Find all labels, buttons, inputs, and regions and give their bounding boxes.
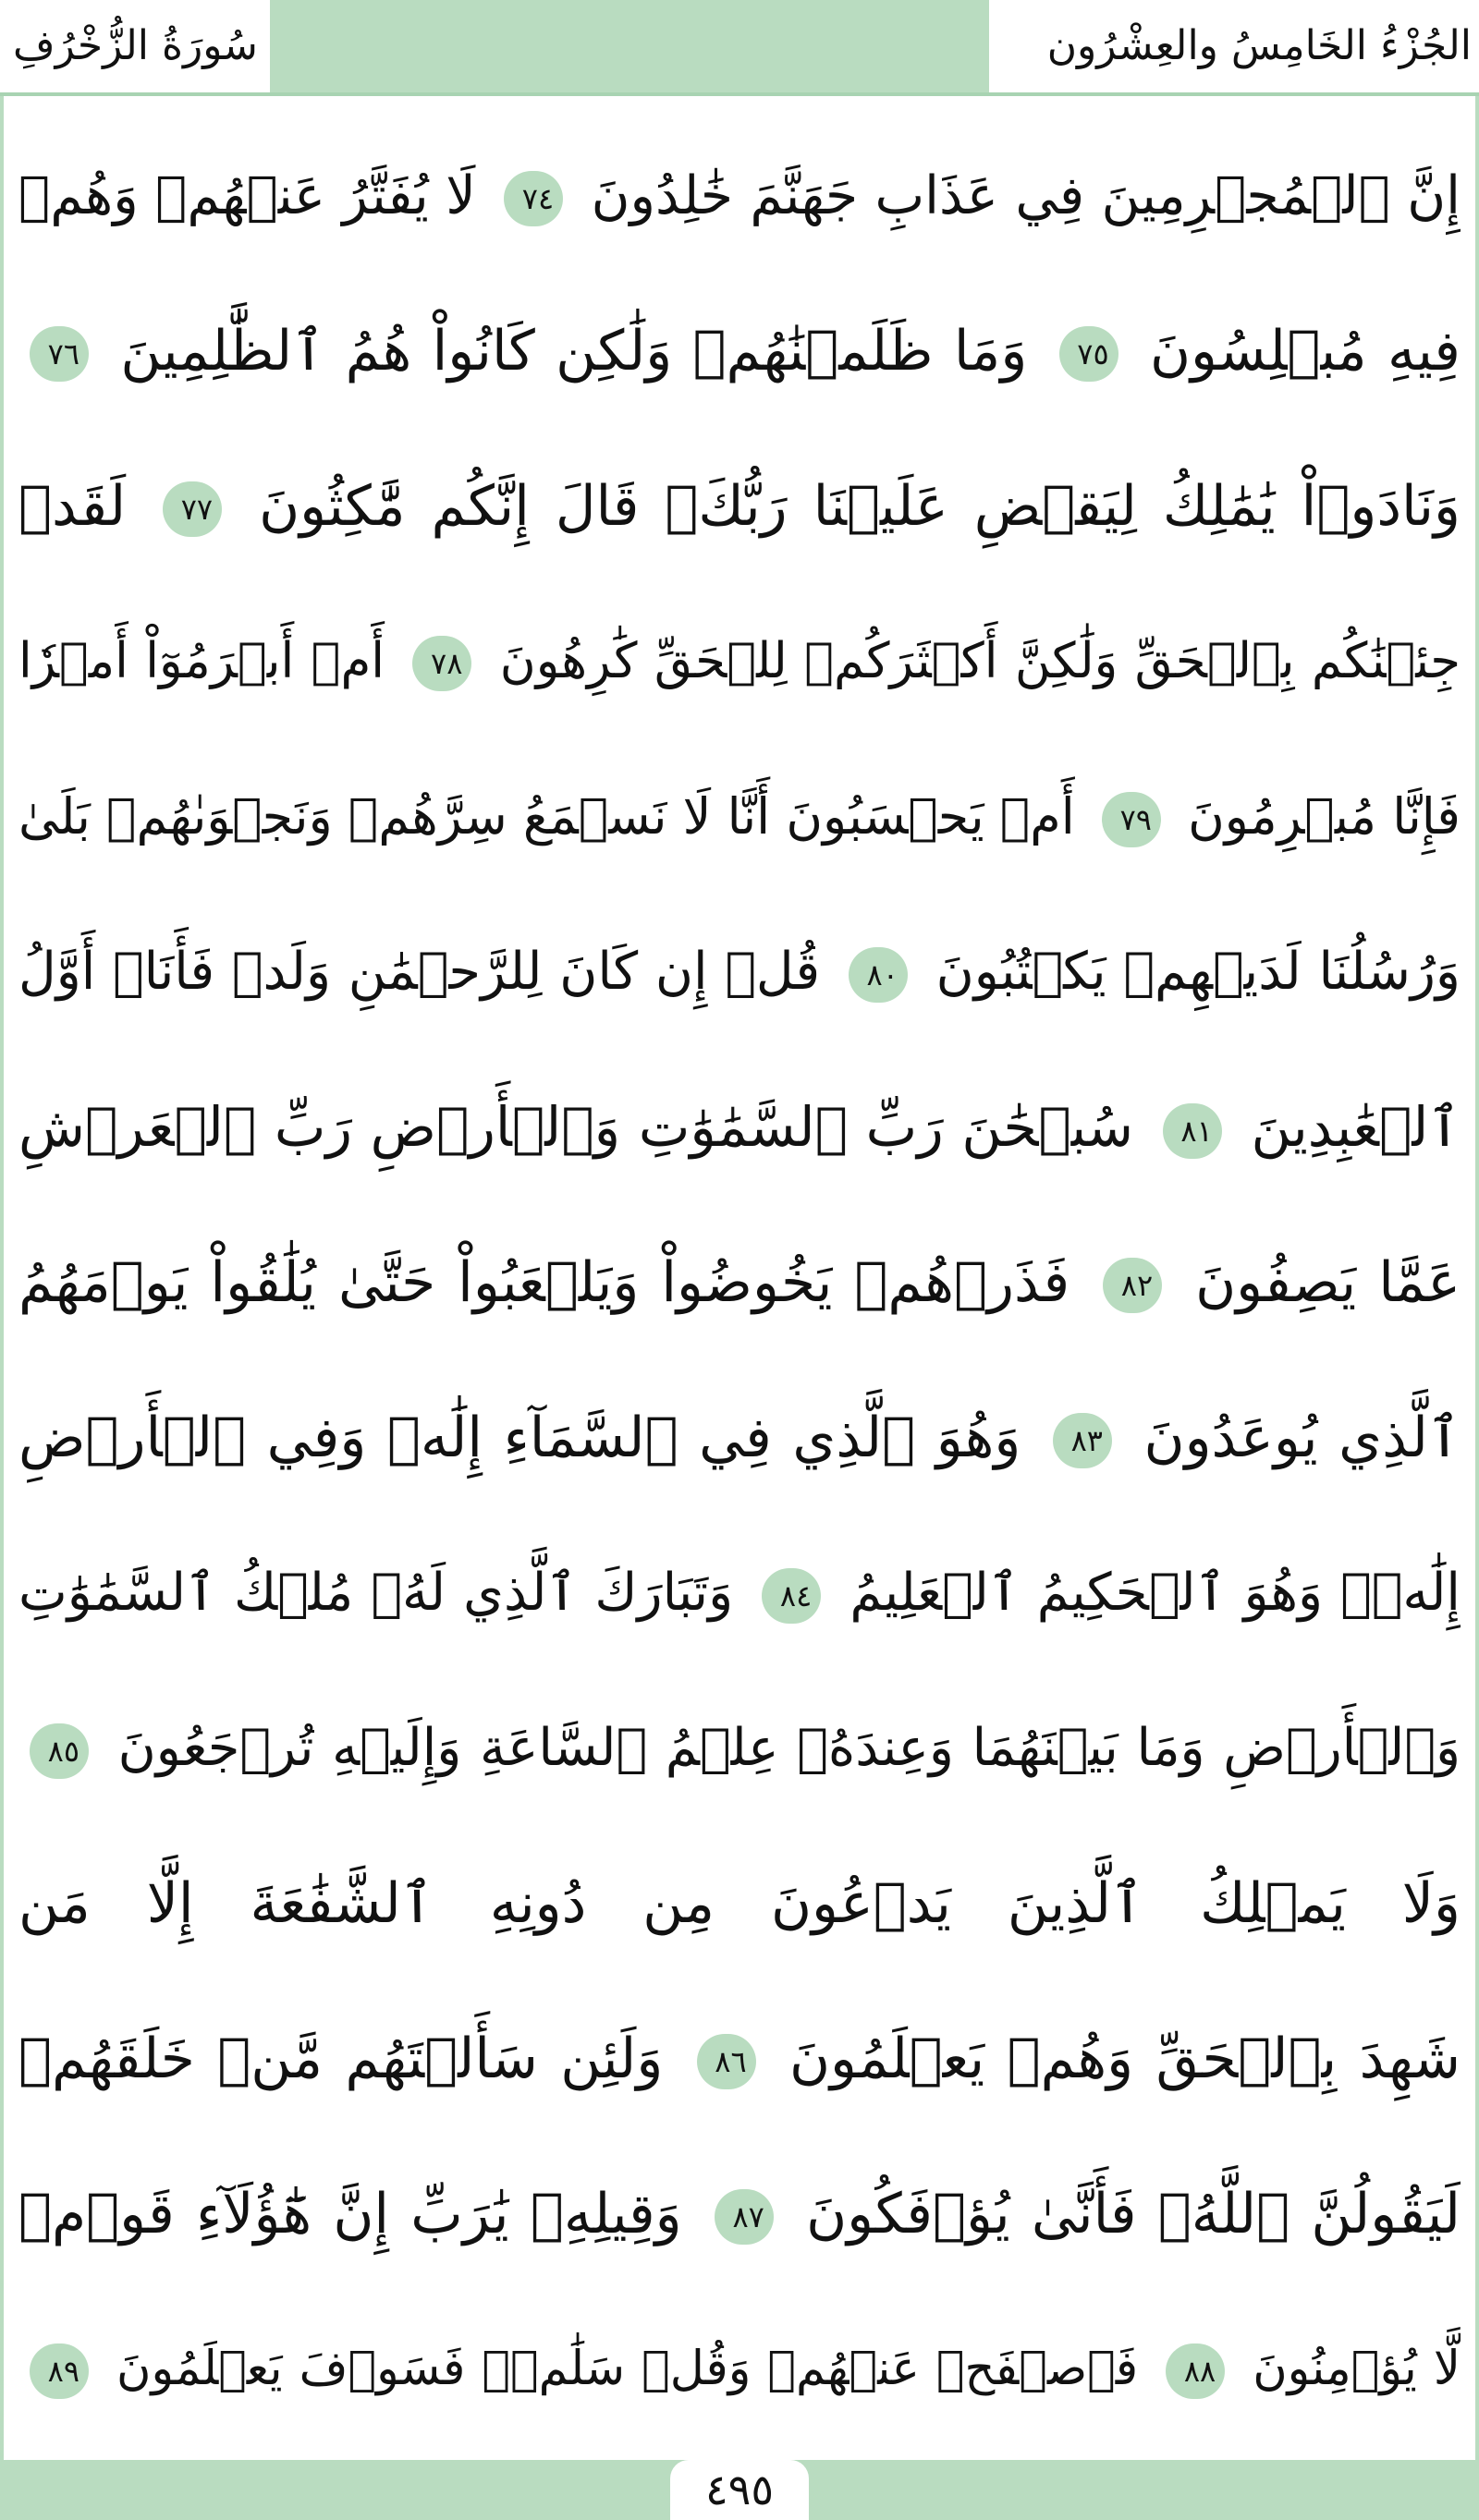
- verse-text: قُلۡ إِن كَانَ لِلرَّحۡمَٰنِ وَلَدٞ فَأَنَا۠ أَوَّلُ: [18, 942, 821, 1002]
- header-ornament-band: [270, 0, 989, 92]
- verse-text: جِئۡنَٰكُم بِٱلۡحَقِّ وَلَٰكِنَّ أَكۡثَرَكُمۡ لِلۡحَقِّ كَٰرِهُونَ: [499, 633, 1461, 689]
- ayah-number-marker: ٧٤: [504, 171, 563, 226]
- verse-text: وَٱلۡأَرۡضِ وَمَا بَيۡنَهُمَا وَعِندَهُۥ عِلۡمُ ٱلسَّاعَةِ وَإِلَيۡهِ تُرۡجَعُونَ: [117, 1718, 1461, 1778]
- verse-text-area: [18, 118, 1461, 2447]
- ayah-number-marker: ٨٥: [30, 1723, 89, 1779]
- ayah-number-marker: ٧٨: [412, 636, 471, 691]
- verse-line: [18, 118, 1461, 274]
- verse-text: وَتَبَارَكَ ٱلَّذِي لَهُۥ مُلۡكُ ٱلسَّمَٰوَٰتِ: [18, 1563, 734, 1623]
- left-border: [0, 96, 4, 2460]
- verse-text: فَٱصۡفَحۡ عَنۡهُمۡ وَقُلۡ سَلَٰمٞۚ فَسَوۡفَ يَعۡلَمُونَ: [116, 2342, 1139, 2396]
- verse-line: [18, 1050, 1461, 1205]
- ayah-number-marker: ٨٤: [762, 1568, 821, 1624]
- verse-text: إِنَّ ٱلۡمُجۡرِمِينَ فِي عَذَابِ جَهَنَّمَ خَٰلِدُونَ: [591, 165, 1461, 226]
- verse-text: وَرُسُلُنَا لَدَيۡهِمۡ يَكۡتُبُونَ: [935, 942, 1461, 1002]
- page-header: [0, 0, 1479, 96]
- verse-text: وَلَا يَمۡلِكُ ٱلَّذِينَ يَدۡعُونَ مِن دُونِهِ ٱلشَّفَٰعَةَ إِلَّا مَن: [18, 1871, 1461, 1936]
- verse-line: [18, 2137, 1461, 2292]
- surah-title: سُورَةُ الزُّخْرُفِ: [0, 0, 270, 92]
- verse-text: وَمَا ظَلَمۡنَٰهُمۡ وَلَٰكِن كَانُواْ هُمُ ٱلظَّٰلِمِينَ: [120, 319, 1028, 383]
- ayah-number-marker: ٨٩: [30, 2343, 89, 2399]
- ayah-number-marker: ٧٧: [163, 481, 222, 537]
- verse-text: لَا يُفَتَّرُ عَنۡهُمۡ وَهُمۡ: [18, 165, 476, 226]
- verse-line: [18, 1516, 1461, 1671]
- verse-text: وَنَادَوۡاْ يَٰمَٰلِكُ لِيَقۡضِ عَلَيۡنَا رَبُّكَۖ قَالَ إِنَّكُم مَّٰكِثُونَ: [259, 474, 1461, 539]
- ayah-number-marker: ٨٢: [1103, 1258, 1162, 1313]
- verse-text: أَمۡ يَحۡسَبُونَ أَنَّا لَا نَسۡمَعُ سِرَّهُمۡ وَنَجۡوَىٰهُمۚ بَلَىٰ: [18, 787, 1075, 846]
- verse-text: لَيَقُولُنَّ ٱللَّهُۖ فَأَنَّىٰ يُؤۡفَكُونَ: [806, 2182, 1461, 2246]
- verse-line: [18, 1826, 1461, 1981]
- verse-line: [18, 1981, 1461, 2137]
- ayah-number-marker: ٧٦: [30, 326, 89, 382]
- verse-line: [18, 1671, 1461, 1826]
- header-divider: [0, 92, 1479, 96]
- verse-text: إِلَٰهٞۚ وَهُوَ ٱلۡحَكِيمُ ٱلۡعَلِيمُ: [850, 1563, 1461, 1623]
- verse-text: وَلَئِن سَأَلۡتَهُم مَّنۡ خَلَقَهُمۡ: [18, 2027, 664, 2091]
- verse-text: لَقَدۡ: [18, 474, 127, 539]
- ayah-number-marker: ٨١: [1163, 1103, 1222, 1159]
- verse-text: فَإِنَّا مُبۡرِمُونَ: [1188, 787, 1461, 846]
- verse-text: وَهُوَ ٱلَّذِي فِي ٱلسَّمَآءِ إِلَٰهٞ وَفِي ٱلۡأَرۡضِ: [18, 1406, 1021, 1470]
- juz-title: الجُزْءُ الخَامِسُ والعِشْرُون: [989, 0, 1479, 92]
- ayah-number-marker: ٨٣: [1053, 1413, 1112, 1468]
- verse-line: [18, 1205, 1461, 1360]
- verse-line: [18, 2292, 1461, 2447]
- verse-line: [18, 895, 1461, 1050]
- verse-line: [18, 429, 1461, 584]
- ayah-number-marker: ٧٥: [1059, 326, 1118, 382]
- verse-text: فِيهِ مُبۡلِسُونَ: [1149, 319, 1461, 383]
- verse-text: وَقِيلِهِۦ يَٰرَبِّ إِنَّ هَٰٓؤُلَآءِ قَوۡمٞ: [18, 2182, 682, 2246]
- ayah-number-marker: ٨٦: [697, 2034, 756, 2089]
- right-border: [1475, 96, 1479, 2460]
- verse-text: سُبۡحَٰنَ رَبِّ ٱلسَّمَٰوَٰتِ وَٱلۡأَرۡضِ رَبِّ ٱلۡعَرۡشِ: [18, 1095, 1134, 1159]
- verse-line: [18, 1360, 1461, 1516]
- verse-text: لَّا يُؤۡمِنُونَ: [1253, 2342, 1461, 2396]
- verse-line: [18, 584, 1461, 739]
- verse-text: فَذَرۡهُمۡ يَخُوضُواْ وَيَلۡعَبُواْ حَتَّىٰ يُلَٰقُواْ يَوۡمَهُمُ: [18, 1250, 1070, 1315]
- page-footer: [0, 2460, 1479, 2520]
- verse-text: أَمۡ أَبۡرَمُوٓاْ أَمۡرٗا: [18, 633, 385, 689]
- ayah-number-marker: ٨٠: [849, 947, 908, 1003]
- page-number: ٤٩٥: [670, 2460, 809, 2520]
- verse-text: عَمَّا يَصِفُونَ: [1195, 1250, 1461, 1315]
- verse-text: ٱلَّذِي يُوعَدُونَ: [1143, 1406, 1461, 1470]
- verse-line: [18, 739, 1461, 895]
- verse-text: ٱلۡعَٰبِدِينَ: [1251, 1095, 1461, 1159]
- ayah-number-marker: ٧٩: [1102, 792, 1161, 847]
- verse-line: [18, 274, 1461, 429]
- ayah-number-marker: ٨٨: [1166, 2343, 1225, 2399]
- ayah-number-marker: ٨٧: [715, 2189, 774, 2245]
- verse-text: شَهِدَ بِٱلۡحَقِّ وَهُمۡ يَعۡلَمُونَ: [788, 2027, 1461, 2091]
